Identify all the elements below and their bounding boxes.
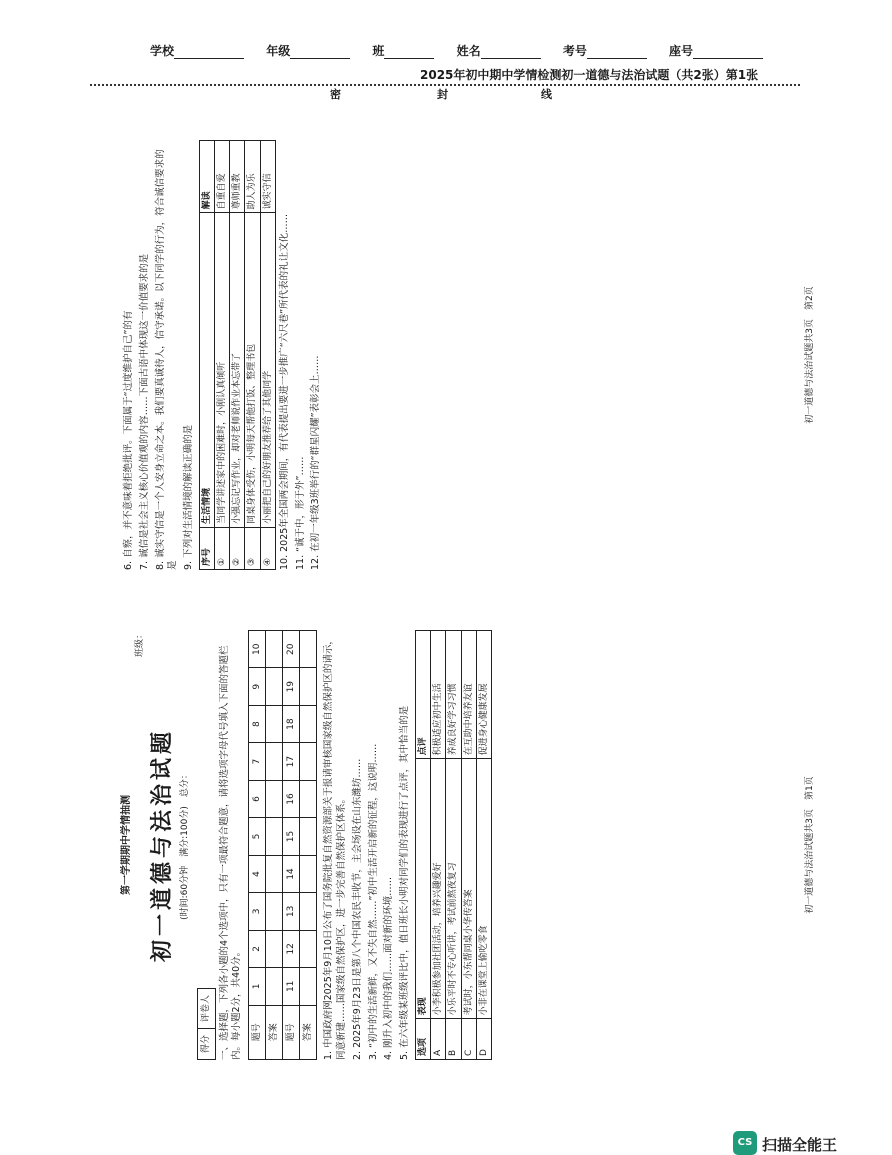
table-row <box>249 631 266 1060</box>
table-cell: 1 <box>249 968 266 1005</box>
table-row <box>476 631 491 1060</box>
table-cell: 小丽把自己的好朋友推荐给了其他同学 <box>260 213 275 528</box>
table-cell: 7 <box>249 743 266 780</box>
table-cell: ② <box>230 527 245 569</box>
table-cell: 18 <box>283 705 300 742</box>
table-row <box>461 631 476 1060</box>
table-cell: 题号 <box>283 1005 300 1059</box>
question-4: 4. 刚升入初中的我们……面对新的环境…… <box>383 876 395 1060</box>
table-cell: 20 <box>283 631 300 668</box>
table-cell: D <box>476 1019 491 1060</box>
table-cell: 养成良好学习习惯 <box>446 631 461 759</box>
table-cell: 小非在课堂上偷吃零食 <box>476 759 491 1019</box>
left-column <box>120 630 820 1060</box>
table-cell: 考试时，小东帮同桌小华传答案 <box>461 759 476 1019</box>
scanned-page <box>110 110 830 1070</box>
table-header: 选项 <box>416 1019 431 1060</box>
seal-label-xian: 线 <box>541 88 552 101</box>
field-name: 姓名 <box>456 44 481 58</box>
table-row <box>266 631 283 1060</box>
table-cell: 同桌身体受伤，小明每天帮他打饭、整理书包 <box>245 213 260 528</box>
question-8: 8. 诚实守信是一个人安身立命之本。我们要真诚待人，信守承诺。以下同学的行为，符合诚信要求的是 <box>154 149 179 570</box>
table-cell: 19 <box>283 668 300 705</box>
table-cell: ① <box>215 527 230 569</box>
field-exam-no: 考号 <box>562 44 587 58</box>
table-cell: 助人为乐 <box>245 141 260 213</box>
table-row <box>245 141 260 570</box>
header-fields <box>150 42 781 59</box>
right-column <box>120 140 820 570</box>
field-grade: 年级 <box>266 44 291 58</box>
question-5: 5. 在六年级某班级评比中，值日班长小明对同学们的表现进行了点评，其中恰当的是 <box>399 705 411 1060</box>
table-cell: 3 <box>249 893 266 930</box>
table-cell: 12 <box>283 930 300 967</box>
table-header: 点评 <box>416 631 431 759</box>
table-cell: 小乐平时不专心听讲，考试前熬夜复习 <box>446 759 461 1019</box>
table-header: 序号 <box>200 527 215 569</box>
score-label: 得分 <box>198 1028 214 1059</box>
table-row <box>300 631 317 1060</box>
table-cell: 答案 <box>300 1005 317 1059</box>
camscanner-watermark: 扫描全能王 <box>762 1136 838 1154</box>
table-cell: 17 <box>283 743 300 780</box>
term-banner: 第一学期期中学情抽测 <box>121 795 132 895</box>
table-cell: 积极适应初中生活 <box>431 631 446 759</box>
table-row <box>200 141 215 570</box>
table-header: 生活情境 <box>200 213 215 528</box>
table-row <box>283 631 300 1060</box>
score-box <box>197 988 215 1060</box>
question-6: 6. 自察，并不意味着拒绝批评。下面属于“过度维护自己”的有 <box>123 310 134 570</box>
table-cell: ③ <box>245 527 260 569</box>
page-footer-2: 初一道德与法治试题共3页 第2页 <box>804 286 815 424</box>
question-11: 11. “诚于中，形于外”…… <box>294 456 306 570</box>
field-class: 班 <box>372 44 385 58</box>
question-12: 12. 在初一年级3班举行的“群星闪耀”表彰会上…… <box>310 355 322 570</box>
paper-subtitle: (时间:60分钟 满分:100分) 总分： <box>180 770 191 920</box>
table-cell: 尊师重教 <box>230 141 245 213</box>
page-footer-1: 初一道德与法治试题共3页 第1页 <box>804 776 815 914</box>
table-cell: 诚实守信 <box>260 141 275 213</box>
table-cell: 在互助中培养友谊 <box>461 631 476 759</box>
question-1: 1. 中国政府网2025年9月10日公布了国务院批复自然资源部关于报请审核国家级自然保护区的请示，同意新建……国家级自然保护区，进一步完善自然保护区体系。 <box>323 635 348 1060</box>
table-cell: 2 <box>249 930 266 967</box>
q9-table <box>199 140 276 570</box>
table-cell: A <box>431 1019 446 1060</box>
table-cell: 16 <box>283 780 300 817</box>
question-2: 2. 2025年9月23日是第八个中国农民丰收节，主会场设在山东潍坊…… <box>351 758 363 1060</box>
seal-label-feng: 封 <box>437 88 448 101</box>
table-row <box>230 141 245 570</box>
table-row <box>215 141 230 570</box>
table-cell: 13 <box>283 893 300 930</box>
table-header: 表现 <box>416 759 431 1019</box>
table-cell: 促进身心健康发展 <box>476 631 491 759</box>
table-cell: 10 <box>249 631 266 668</box>
table-cell: 答案 <box>266 1005 283 1059</box>
class-label: 班级： <box>134 630 145 658</box>
question-3: 3. “初中的生活新鲜，又不失自然……”初中生活开启新的征程，这说明…… <box>367 743 379 1060</box>
camscanner-logo-icon: CS <box>733 1131 757 1155</box>
table-row <box>431 631 446 1060</box>
seal-label-mi: 密 <box>330 88 341 101</box>
table-cell: 11 <box>283 968 300 1005</box>
table-cell: B <box>446 1019 461 1060</box>
table-cell: ④ <box>260 527 275 569</box>
table-header: 解读 <box>200 141 215 213</box>
paper-title: 初一道德与法治试题 <box>148 728 175 963</box>
table-cell: 自重自爱 <box>215 141 230 213</box>
field-seat-no: 座号 <box>669 44 694 58</box>
table-row <box>260 141 275 570</box>
question-10: 10. 2025年全国两会期间，有代表提出要进一步推广“六尺巷”所代表的礼让文化…… <box>278 213 290 570</box>
table-cell: 当同学讲述家中的困难时，小刚认真倾听 <box>215 213 230 528</box>
grader-label: 评卷人 <box>201 994 212 1022</box>
table-cell: 小强忘记写作业，却对老师说作业本忘带了 <box>230 213 245 528</box>
question-7: 7. 诚信是社会主义核心价值观的内容……下面古语中体现这一价值要求的是 <box>138 253 150 570</box>
field-school: 学校 <box>150 44 175 58</box>
table-cell: C <box>461 1019 476 1060</box>
table-cell: 14 <box>283 855 300 892</box>
question-9: 9. 下列对生活情境的解读正确的是 <box>183 424 195 570</box>
table-cell: 小李积极参加社团活动，培养兴趣爱好 <box>431 759 446 1019</box>
table-cell: 5 <box>249 818 266 855</box>
table-cell: 9 <box>249 668 266 705</box>
table-row <box>446 631 461 1060</box>
table-cell: 题号 <box>249 1005 266 1059</box>
exam-header-title: 2025年初中期中学情检测初一道德与法治试题（共2张）第1张 <box>420 68 759 82</box>
answer-table <box>248 630 317 1060</box>
table-cell: 8 <box>249 705 266 742</box>
table-row <box>416 631 431 1060</box>
q5-table <box>415 630 492 1060</box>
table-cell: 6 <box>249 780 266 817</box>
table-cell: 15 <box>283 818 300 855</box>
section-one-instructions: 一、选择题，下列各小题的4个选项中，只有一项最符合题意，请将选项字母代号填入下面的答题栏内。每小题2分，共40分。 <box>218 645 243 1060</box>
table-cell: 4 <box>249 855 266 892</box>
